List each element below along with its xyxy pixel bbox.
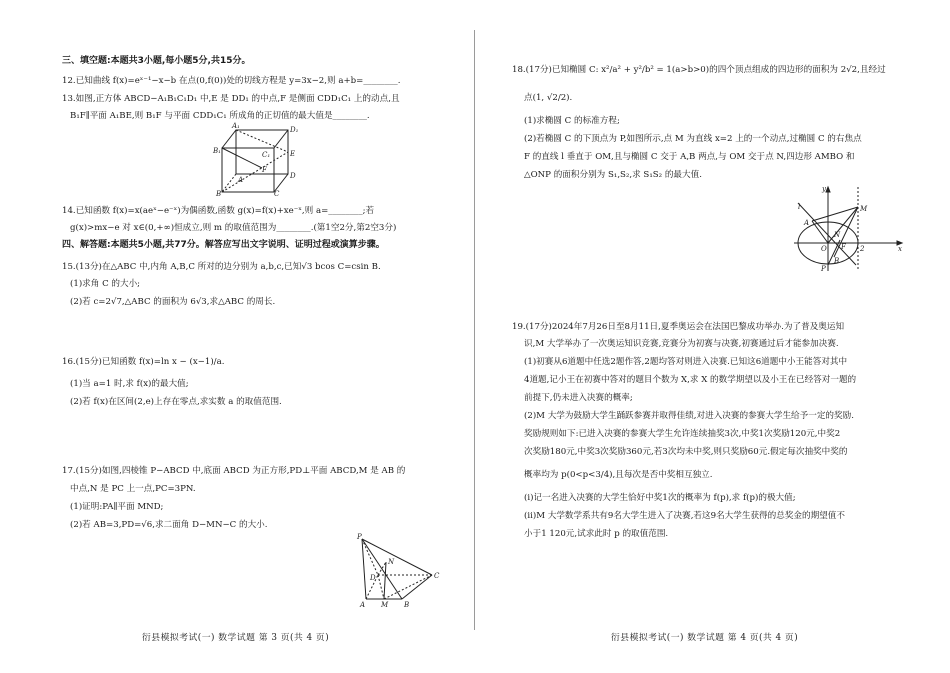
cube-label-b1: B₁ bbox=[213, 147, 221, 155]
section-4-title: 四、解答题:本题共5小题,共77分。解答应写出文字说明、证明过程或演算步骤。 bbox=[62, 240, 385, 250]
question-19-part1-line2: 4道题,记小王在初赛中答对的题目个数为 X,求 X 的数学期望以及小王在已经答对一题的 bbox=[524, 375, 857, 385]
question-19-part2-line4: 概率均为 p(0<p<3/4),且每次是否中奖相互独立. bbox=[524, 470, 713, 480]
page-3 bbox=[0, 0, 474, 673]
question-18-line1: 18.(17分)已知椭圆 C: x²/a² + y²/b² = 1(a>b>0)的四个顶点组成的四边形的面积为 2√2,且经过 bbox=[512, 65, 886, 75]
question-15-part2: (2)若 c=2√7,△ABC 的面积为 6√3,求△ABC 的周长. bbox=[70, 297, 276, 307]
question-17-part1: (1)证明:PA∥平面 MND; bbox=[70, 502, 164, 512]
ellipse-label-a: A bbox=[804, 219, 810, 227]
question-19-subpart-i: (i)记一名进入决赛的大学生恰好中奖1次的概率为 f(p),求 f(p)的极大值; bbox=[524, 493, 796, 503]
ellipse-label-m: M bbox=[860, 205, 868, 213]
question-19-subpart-ii-line1: (ii)M 大学数学系共有9名大学生进入了决赛,若这9名大学生获得的总奖金的期望值不 bbox=[524, 511, 845, 521]
ellipse-label-2: 2 bbox=[860, 245, 865, 253]
cube-label-a1: A₁ bbox=[232, 122, 240, 130]
page-4-footer: 衍县模拟考试(一) 数学试题 第 4 页(共 4 页) bbox=[611, 633, 799, 643]
section-3-title: 三、填空题:本题共3小题,每小题5分,共15分。 bbox=[62, 56, 251, 66]
question-19-part2-line3: 次奖励180元,中奖3次奖励360元,若3次均未中奖,则只奖励60元.假定每次抽奖中奖的 bbox=[524, 447, 848, 457]
question-19-part1-line1: (1)初赛从6道题中任选2题作答,2题均答对则进入决赛.已知这6道题中小王能答对其中 bbox=[524, 357, 848, 367]
question-19-part2-line1: (2)M 大学为鼓励大学生踊跃参赛并取得佳绩,对进入决赛的参赛大学生给予一定的奖励. bbox=[524, 411, 854, 421]
question-18-part2-line2: F 的直线 l 垂直于 OM,且与椭圆 C 交于 A,B 两点,与 OM 交于点 N,四边形 AMBO 和 bbox=[524, 152, 855, 162]
ellipse-label-f: F bbox=[841, 243, 846, 251]
cube-label-d1: D₁ bbox=[290, 126, 299, 134]
question-19-line1: 19.(17分)2024年7月26日至8月11日,夏季奥运会在法国巴黎成功举办.为了普及奥运知 bbox=[512, 322, 845, 332]
cube-label-b: B bbox=[216, 190, 222, 198]
cube-figure bbox=[210, 122, 300, 198]
question-15-part1: (1)求角 C 的大小; bbox=[70, 279, 141, 289]
ellipse-label-y: y bbox=[822, 185, 826, 193]
ellipse-label-n: N bbox=[834, 231, 841, 239]
question-13-line2: B₁F∥平面 A₁BE,则 B₁F 与平面 CDD₁C₁ 所成角的正切值的最大值是________. bbox=[70, 111, 370, 121]
ellipse-label-l: l bbox=[798, 203, 801, 211]
question-16-part2: (2)若 f(x)在区间(2,e)上存在零点,求实数 a 的取值范围. bbox=[70, 397, 282, 407]
question-18-part2-line1: (2)若椭圆 C 的下顶点为 P,如图所示,点 M 为直线 x=2 上的一个动点,过椭圆 C 的右焦点 bbox=[524, 134, 862, 144]
question-19-part1-line3: 前提下,仍未进入决赛的概率; bbox=[524, 393, 633, 403]
cube-label-f: F bbox=[262, 166, 267, 174]
cube-label-c1: C₁ bbox=[262, 151, 271, 159]
question-19-subpart-ii-line2: 小于1 120元,试求此时 p 的取值范围. bbox=[524, 529, 669, 539]
pyramid-label-c: C bbox=[434, 572, 440, 580]
page-divider bbox=[474, 30, 475, 630]
question-19-line2: 识,M 大学举办了一次奥运知识竞赛,竞赛分为初赛与决赛,初赛通过后才能参加决赛. bbox=[524, 339, 839, 349]
cube-label-a: A bbox=[238, 176, 244, 184]
pyramid-figure bbox=[350, 535, 445, 610]
question-17-line2: 中点,N 是 PC 上一点,PC=3PN. bbox=[70, 484, 196, 494]
question-18-part2-line3: △ONP 的面积分别为 S₁,S₂,求 S₁S₂ 的最大值. bbox=[524, 170, 702, 180]
question-16-part1: (1)当 a=1 时,求 f(x)的最大值; bbox=[70, 379, 189, 389]
question-16-line1: 16.(15分)已知函数 f(x)=ln x − (x−1)/a. bbox=[62, 357, 225, 367]
page-4 bbox=[476, 0, 950, 673]
question-18-part1: (1)求椭圆 C 的标准方程; bbox=[524, 116, 620, 126]
ellipse-figure bbox=[794, 185, 904, 273]
question-19-part2-line2: 奖励规则如下:已进入决赛的参赛大学生允许连续抽奖3次,中奖1次奖励120元,中奖2 bbox=[524, 429, 841, 439]
page-3-footer: 衍县模拟考试(一) 数学试题 第 3 页(共 4 页) bbox=[142, 633, 330, 643]
pyramid-label-p: P bbox=[357, 533, 362, 541]
question-14-line2: g(x)>mx−e 对 x∈(0,+∞)恒成立,则 m 的取值范围为________.(第1空2分,第2空3分) bbox=[70, 223, 397, 233]
question-17-part2: (2)若 AB=3,PD=√6,求二面角 D−MN−C 的大小. bbox=[70, 520, 268, 530]
question-12: 12.已知曲线 f(x)=eˣ⁻¹−x−b 在点(0,f(0))处的切线方程是 y=3x−2,则 a+b=________. bbox=[62, 76, 401, 86]
question-14-line1: 14.已知函数 f(x)=x(aeˣ−e⁻ˣ)为偶函数,函数 g(x)=f(x)+xe⁻ˣ,则 a=________;若 bbox=[62, 206, 375, 216]
ellipse-label-x: x bbox=[898, 245, 902, 253]
question-17-line1: 17.(15分)如图,四棱锥 P−ABCD 中,底面 ABCD 为正方形,PD⊥平面 ABCD,M 是 AB 的 bbox=[62, 466, 406, 476]
cube-label-e: E bbox=[290, 150, 296, 158]
ellipse-label-p: P bbox=[821, 265, 826, 273]
pyramid-label-a: A bbox=[360, 601, 366, 609]
cube-label-c: C bbox=[274, 190, 280, 198]
cube-label-d: D bbox=[290, 172, 296, 180]
pyramid-label-m: M bbox=[381, 601, 389, 609]
ellipse-label-b: B bbox=[834, 257, 840, 265]
pyramid-label-n: N bbox=[388, 558, 395, 566]
pyramid-label-b: B bbox=[404, 601, 410, 609]
question-15-line1: 15.(13分)在△ABC 中,内角 A,B,C 所对的边分别为 a,b,c,已知√3 bcos C=csin B. bbox=[62, 262, 381, 272]
question-18-line2: 点(1, √2/2). bbox=[524, 93, 573, 103]
question-13-line1: 13.如图,正方体 ABCD−A₁B₁C₁D₁ 中,E 是 DD₁ 的中点,F 是侧面 CDD₁C₁ 上的动点,且 bbox=[62, 94, 400, 104]
ellipse-label-o: O bbox=[821, 245, 827, 253]
pyramid-label-d: D bbox=[370, 574, 376, 582]
